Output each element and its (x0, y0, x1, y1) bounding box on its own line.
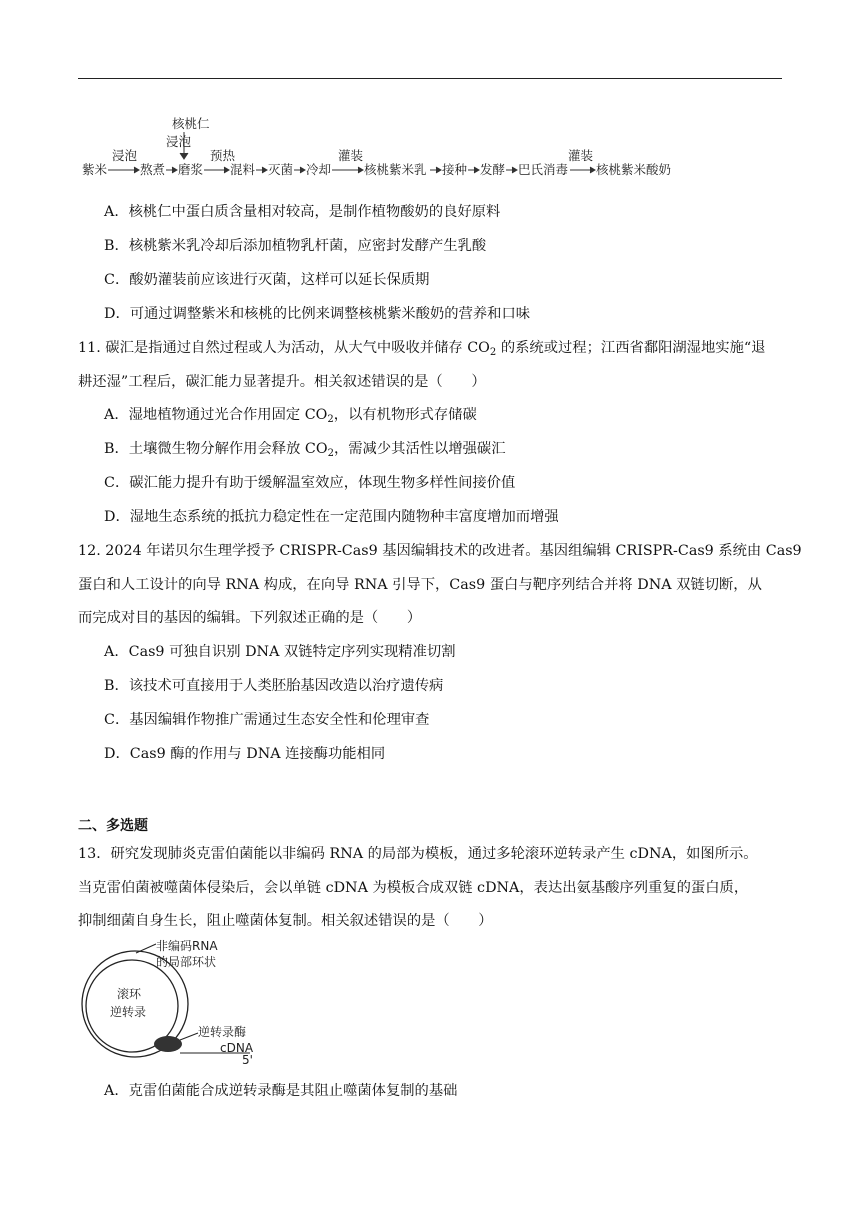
flow-arrow-label-5: 灌装 (338, 148, 364, 163)
q13-stem-line3: 抑制细菌自身生长，阻止噬菌体复制。相关叙述错误的是（ ） (78, 913, 493, 929)
flow-step-4: 灭菌 (268, 162, 294, 177)
fig13-inner-label-1: 滚环 (117, 987, 142, 1001)
flow-step-10: 核桃紫米酸奶 (596, 162, 672, 177)
header-rule (78, 78, 782, 79)
fig13-rna-label-2: 的局部环状 (156, 955, 217, 969)
q10-option-c: C．酸奶灌装前应该进行灭菌，这样可以延长保质期 (104, 272, 430, 288)
q12-option-c: C．基因编辑作物推广需通过生态安全性和伦理审查 (104, 712, 430, 728)
flow-walnut-label: 核桃仁 (172, 116, 210, 131)
rolling-circle-reverse-transcription-figure (80, 936, 260, 1066)
q10-option-b: B．核桃紫米乳冷却后添加植物乳杆菌，应密封发酵产生乳酸 (104, 238, 487, 254)
flow-step-8: 发酵 (480, 162, 506, 177)
q12-stem-line2: 蛋白和人工设计的向导 RNA 构成，在向导 RNA 引导下，Cas9 蛋白与靶序列结合并将 DNA 双链切断，从 (78, 577, 762, 593)
flow-step-5: 冷却 (306, 162, 332, 177)
q11-stem-line2: 耕还湿”工程后，碳汇能力显著提升。相关叙述错误的是（ ） (78, 374, 486, 390)
q13-stem-line2: 当克雷伯菌被噬菌体侵染后，会以单链 cDNA 为模板合成双链 cDNA，表达出氨基酸序列重复的蛋白质， (78, 880, 749, 896)
flow-arrow-label-2: 预热 (210, 148, 236, 163)
fig13-five-prime-label: 5' (242, 1053, 253, 1066)
flow-step-0: 紫米 (82, 162, 108, 177)
q12-option-d: D．Cas9 酶的作用与 DNA 连接酶功能相同 (104, 746, 386, 762)
flow-arrow-label-9: 灌装 (568, 148, 594, 163)
flow-step-2: 磨浆 (178, 162, 204, 177)
flow-step-7: 接种 (442, 162, 468, 177)
yogurt-process-flow-diagram (80, 116, 700, 182)
fig13-inner-label-2: 逆转录 (110, 1005, 147, 1019)
flow-step-1: 熬煮 (140, 162, 166, 177)
section-heading-multi-choice: 二、多选题 (78, 818, 148, 834)
q11-option-d: D．湿地生态系统的抵抗力稳定性在一定范围内随物种丰富度增加而增强 (104, 509, 559, 525)
fig13-rna-label-1: 非编码RNA (156, 939, 218, 953)
flow-step-3: 混料 (230, 162, 256, 177)
fig13-enzyme-label: 逆转录酶 (198, 1025, 247, 1039)
q11-option-b: B．土壤微生物分解作用会释放 $CO_2$，需减少其活性以增强碳汇 (104, 441, 506, 459)
q11-stem-line1: 11. 碳汇是指通过自然过程或人为活动，从大气中吸收并储存 $CO_2$ 的系统或过程；江西省鄱阳湖湿地实施“退 (78, 340, 766, 358)
q12-option-b: B．该技术可直接用于人类胚胎基因改造以治疗遗传病 (104, 678, 444, 694)
q13-stem-line1: 13．研究发现肺炎克雷伯菌能以非编码 RNA 的局部为模板，通过多轮滚环逆转录产生 cDNA，如图所示。 (78, 846, 758, 862)
q12-stem-line1: 12. 2024 年诺贝尔生理学授予 CRISPR-Cas9 基因编辑技术的改进者。基因组编辑 CRISPR-Cas9 系统由 Cas9 (78, 543, 802, 559)
q13-option-a: A．克雷伯菌能合成逆转录酶是其阻止噬菌体复制的基础 (104, 1083, 458, 1099)
q12-stem-line3: 而完成对目的基因的编辑。下列叙述正确的是（ ） (78, 610, 422, 626)
q10-option-d: D．可通过调整紫米和核桃的比例来调整核桃紫米酸奶的营养和口味 (104, 306, 531, 322)
q11-option-c: C．碳汇能力提升有助于缓解温室效应，体现生物多样性间接价值 (104, 475, 516, 491)
q12-option-a: A．Cas9 可独自识别 DNA 双链特定序列实现精准切割 (104, 644, 456, 660)
flow-walnut-soak-label: 浸泡 (166, 134, 192, 149)
reverse-transcriptase-blob (154, 1036, 182, 1052)
q10-option-a: A．核桃仁中蛋白质含量相对较高，是制作植物酸奶的良好原料 (104, 204, 501, 220)
fig13-cdna-label: cDNA (220, 1041, 254, 1055)
q11-option-a: A．湿地植物通过光合作用固定 $CO_2$，以有机物形式存储碳 (104, 407, 477, 425)
flow-step-9: 巴氏消毒 (518, 162, 569, 177)
flow-step-6: 核桃紫米乳 (364, 162, 427, 177)
flow-arrow-label-0: 浸泡 (112, 148, 138, 163)
